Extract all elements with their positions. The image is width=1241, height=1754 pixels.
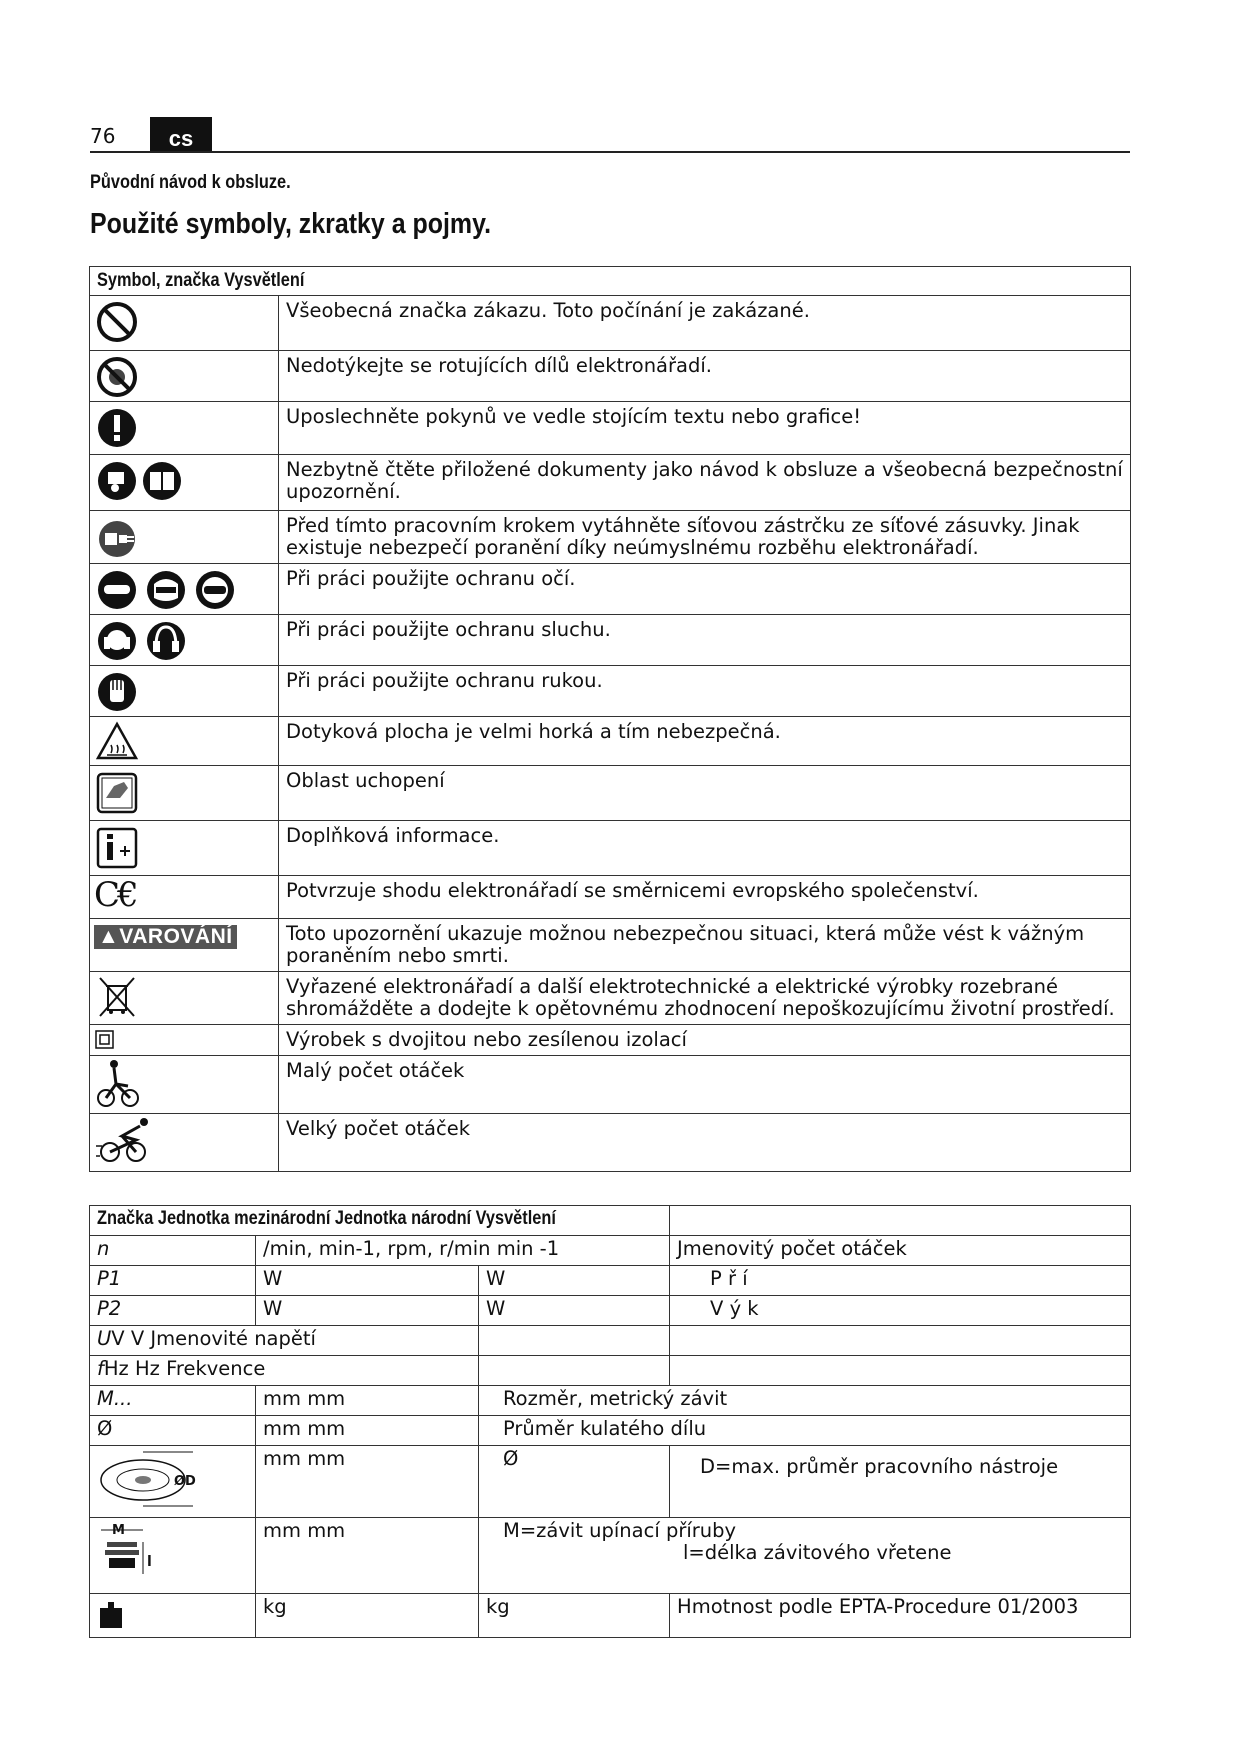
- unit-symbol: M...: [90, 1386, 256, 1416]
- unit-description: l=délka závitového vřetene: [683, 1541, 952, 1564]
- symbol-description: Potvrzuje shodu elektronářadí se směrnicemi evropského společenství.: [279, 876, 1131, 919]
- table-row: [90, 1446, 1131, 1518]
- symbol-description: Při práci použijte ochranu sluchu.: [279, 615, 1131, 666]
- document-subtitle: Původní návod k obsluze.: [90, 172, 291, 193]
- table-row: [90, 1236, 1131, 1266]
- table-row: [90, 1416, 1131, 1446]
- unit-international: W: [256, 1296, 479, 1326]
- table-row: [90, 455, 1131, 511]
- unit-international: W: [256, 1266, 479, 1296]
- table-row: [90, 876, 1131, 919]
- symbol-description: Velký počet otáček: [279, 1114, 1131, 1172]
- table-row: [90, 564, 1131, 615]
- warning-label-icon: ▲VAROVÁNÍ: [94, 925, 237, 949]
- weight-icon: [97, 1596, 127, 1630]
- svg-text:ØD: ØD: [174, 1474, 196, 1489]
- table-row: [90, 1326, 1131, 1356]
- table-row: [90, 972, 1131, 1025]
- symbol-description: Při práci použijte ochranu rukou.: [279, 666, 1131, 717]
- table-row: [90, 717, 1131, 766]
- unit-national: Rozměr, metrický závit: [479, 1386, 1131, 1416]
- symbol-description: Před tímto pracovním krokem vytáhněte síťovou zástrčku ze síťové zásuvky. Jinak existuje nebezpečí poranění díky neúmyslnému rozběhu elektronářadí.: [279, 511, 1131, 564]
- symbol-description: Při práci použijte ochranu očí.: [279, 564, 1131, 615]
- do-not-touch-rotating-icon: [94, 353, 140, 399]
- unit-international: mm mm: [256, 1518, 479, 1594]
- unit-international: mm mm: [256, 1416, 479, 1446]
- unit-national: Ø: [479, 1446, 670, 1518]
- svg-text:l: l: [147, 1554, 152, 1570]
- table-row: [90, 919, 1131, 972]
- table-row: [90, 1025, 1131, 1056]
- table-row: [90, 1518, 1131, 1594]
- info-icon: [94, 823, 140, 869]
- unit-international: /min, min-1, rpm, r/min min -1: [256, 1236, 670, 1266]
- spindle-thread-icon: [97, 1520, 167, 1586]
- symbol-description: Malý počet otáček: [279, 1056, 1131, 1114]
- unplug-icon: [94, 513, 140, 559]
- unit-symbol: n: [90, 1236, 256, 1266]
- unit-merged-text: V V Jmenovité napětí: [111, 1327, 316, 1350]
- read-manual-icon: [94, 457, 186, 503]
- table-row: [90, 1056, 1131, 1114]
- symbol-description: Oblast uchopení: [279, 766, 1131, 821]
- unit-international: mm mm: [256, 1386, 479, 1416]
- unit-description: V ý k: [670, 1296, 1131, 1326]
- unit-merged-text: Hz Hz Frekvence: [103, 1357, 266, 1380]
- ce-mark-icon: C€: [94, 875, 136, 915]
- symbol-description: Vyřazené elektronářadí a další elektrotechnické a elektrické výrobky rozebrané shromážděte a dodejte k opětovnému zhodnocení nepoškozujícímu životní prostředí.: [279, 972, 1131, 1025]
- table-row: [90, 351, 1131, 402]
- unit-description: D=max. průměr pracovního nástroje: [670, 1446, 1131, 1518]
- units-table-header: Značka Jednotka mezinárodní Jednotka národní Vysvětlení: [90, 1206, 670, 1236]
- slow-speed-icon: [94, 1058, 144, 1110]
- page-number: 76: [90, 124, 116, 148]
- unit-international: kg: [256, 1594, 479, 1638]
- disc-diameter-icon: [97, 1448, 207, 1510]
- svg-text:M: M: [112, 1523, 125, 1538]
- goggles-icon: [192, 566, 238, 612]
- unit-national: M=závit upínací příruby l=délka závitového vřetene: [479, 1518, 1131, 1594]
- mandatory-exclamation-icon: [94, 404, 140, 450]
- face-shield-icon: [143, 566, 189, 612]
- table-row: [90, 1594, 1131, 1638]
- document-title: Použité symboly, zkratky a pojmy.: [90, 208, 492, 240]
- symbol-description: Všeobecná značka zákazu. Toto počínání je zakázané.: [279, 296, 1131, 351]
- eye-protection-icon: [94, 566, 140, 612]
- unit-international: mm mm: [256, 1446, 479, 1518]
- unit-symbol: P2: [90, 1296, 256, 1326]
- symbol-description: Dotyková plocha je velmi horká a tím nebezpečná.: [279, 717, 1131, 766]
- unit-symbol: P1: [90, 1266, 256, 1296]
- table-row: [90, 821, 1131, 876]
- unit-symbol: Ø: [90, 1416, 256, 1446]
- symbols-table-header: Symbol, značka Vysvětlení: [90, 267, 1131, 296]
- grip-area-icon: [94, 768, 140, 814]
- weee-bin-icon: [94, 974, 140, 1020]
- symbol-description: Výrobek s dvojitou nebo zesílenou izolací: [279, 1025, 1131, 1056]
- units-table: [89, 1205, 1131, 1638]
- symbol-description: Nedotýkejte se rotujících dílů elektronářadí.: [279, 351, 1131, 402]
- unit-national: Průměr kulatého dílu: [479, 1416, 1131, 1446]
- unit-national: W: [479, 1266, 670, 1296]
- unit-symbol: U: [97, 1327, 112, 1350]
- unit-description: Hmotnost podle EPTA-Procedure 01/2003: [670, 1594, 1131, 1638]
- symbols-table: [89, 266, 1131, 1172]
- unit-national: kg: [479, 1594, 670, 1638]
- symbol-description: Toto upozornění ukazuje možnou nebezpečnou situaci, která může vést k vážným poraněním nebo smrti.: [279, 919, 1131, 972]
- hot-surface-icon: [94, 719, 140, 763]
- ear-muffs-icon: [143, 617, 189, 663]
- hand-protection-icon: [94, 668, 140, 714]
- unit-description: P ř í: [670, 1266, 1131, 1296]
- table-row: [90, 615, 1131, 666]
- table-row: [90, 1114, 1131, 1172]
- table-row: [90, 666, 1131, 717]
- table-row: [90, 766, 1131, 821]
- table-row: [90, 1356, 1131, 1386]
- unit-symbol: f: [97, 1357, 104, 1380]
- unit-description: Jmenovitý počet otáček: [670, 1236, 1131, 1266]
- table-row: [90, 1386, 1131, 1416]
- symbol-description: Doplňková informace.: [279, 821, 1131, 876]
- table-row: [90, 511, 1131, 564]
- language-badge: cs: [150, 117, 212, 152]
- unit-national: W: [479, 1296, 670, 1326]
- table-row: [90, 402, 1131, 455]
- table-row: [90, 296, 1131, 351]
- symbol-description: Nezbytně čtěte přiložené dokumenty jako návod k obsluze a všeobecná bezpečnostní upozornění.: [279, 455, 1131, 511]
- prohibition-icon: [94, 298, 140, 344]
- double-insulation-icon: [94, 1027, 116, 1049]
- table-row: [90, 1296, 1131, 1326]
- high-speed-icon: [94, 1116, 154, 1166]
- symbol-description: Uposlechněte pokynů ve vedle stojícím textu nebo grafice!: [279, 402, 1131, 455]
- header-divider: [90, 151, 1130, 153]
- hearing-protection-icon: [94, 617, 140, 663]
- table-row: [90, 1266, 1131, 1296]
